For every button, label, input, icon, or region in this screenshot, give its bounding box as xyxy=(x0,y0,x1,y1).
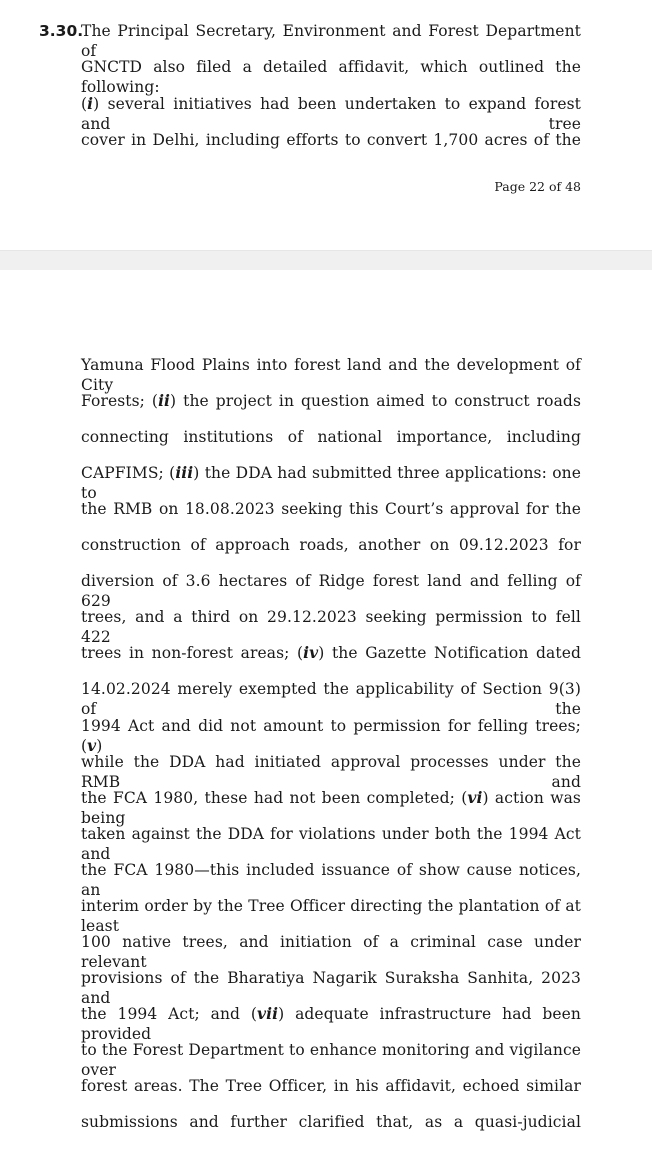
text-line: Yamuna Flood Plains into forest land and the development of City xyxy=(81,356,581,394)
text-line: The Principal Secretary, Environment and Forest Department of xyxy=(81,22,581,60)
document-page-top xyxy=(0,0,652,250)
text-line xyxy=(81,93,581,133)
text-segment: trees in non-forest areas; ( xyxy=(81,644,304,663)
text-segment: the FCA 1980, these had not been completed; ( xyxy=(81,788,468,807)
page-number: Page 22 of 48 xyxy=(494,179,581,194)
text-line: 14.02.2024 merely exempted the applicability of Section 9(3) of the xyxy=(81,680,581,719)
text-line: GNCTD also filed a detailed affidavit, which outlined the following: xyxy=(81,58,581,97)
page-separator xyxy=(0,250,652,271)
roman-numeral: ii xyxy=(158,391,171,411)
text-line xyxy=(81,787,581,827)
roman-numeral: iv xyxy=(303,643,319,663)
text-line: the FCA 1980—this included issuance of show cause notices, an xyxy=(81,860,581,899)
text-segment: ) the project in question aimed to construct roads xyxy=(170,392,582,411)
text-line xyxy=(81,1003,581,1043)
text-segment: Forests; ( xyxy=(81,392,159,411)
text-line xyxy=(81,643,581,663)
roman-numeral: i xyxy=(87,93,94,113)
text-line: submissions and further clarified that, as a quasi-judicial xyxy=(81,1113,581,1132)
text-line xyxy=(81,463,582,503)
text-line: while the DDA had initiated approval processes under the RMB and xyxy=(81,752,581,791)
text-segment: ) several initiatives had been undertaken to expand forest and tree xyxy=(81,94,581,133)
text-segment: ) adequate infrastructure had been provided xyxy=(81,1004,581,1043)
roman-numeral: iii xyxy=(175,463,194,483)
text-segment: ) xyxy=(96,736,103,755)
roman-numeral: vi xyxy=(467,787,483,807)
text-line xyxy=(81,391,581,411)
text-segment: ( xyxy=(81,94,88,113)
document-page-bottom xyxy=(0,270,652,1154)
text-line: trees, and a third on 29.12.2023 seeking permission to fell 422 xyxy=(81,608,581,647)
text-segment: 1994 Act and did not amount to permission for felling trees; ( xyxy=(81,716,581,755)
roman-numeral: vii xyxy=(257,1003,279,1023)
text-line: provisions of the Bharatiya Nagarik Suraksha Sanhita, 2023 and xyxy=(81,968,581,1007)
text-segment: ) the Gazette Notification dated xyxy=(318,644,581,663)
text-segment: ) the DDA had submitted three applications: one to xyxy=(81,464,582,503)
text-line: connecting institutions of national importance, including xyxy=(81,428,581,447)
text-line: to the Forest Department to enhance monitoring and vigilance over xyxy=(81,1040,581,1079)
text-line xyxy=(81,716,581,755)
text-line: taken against the DDA for violations under both the 1994 Act and xyxy=(81,824,581,863)
text-segment: ) action was being xyxy=(81,788,581,827)
text-line: the RMB on 18.08.2023 seeking this Court’s approval for the xyxy=(81,500,581,519)
text-line: forest areas. The Tree Officer, in his affidavit, echoed similar xyxy=(81,1077,581,1095)
text-line: diversion of 3.6 hectares of Ridge forest land and felling of 629 xyxy=(81,572,581,611)
text-line: interim order by the Tree Officer directing the plantation of at least xyxy=(81,896,581,935)
text-line: cover in Delhi, including efforts to convert 1,700 acres of the xyxy=(81,130,581,149)
text-segment: CAPFIMS; ( xyxy=(81,464,176,483)
roman-numeral: v xyxy=(87,735,97,755)
paragraph-number: 3.30. xyxy=(39,22,84,40)
text-segment: the 1994 Act; and ( xyxy=(81,1004,258,1023)
text-line: 100 native trees, and initiation of a criminal case under relevant xyxy=(81,932,581,971)
text-line: construction of approach roads, another on 09.12.2023 for xyxy=(81,536,581,555)
